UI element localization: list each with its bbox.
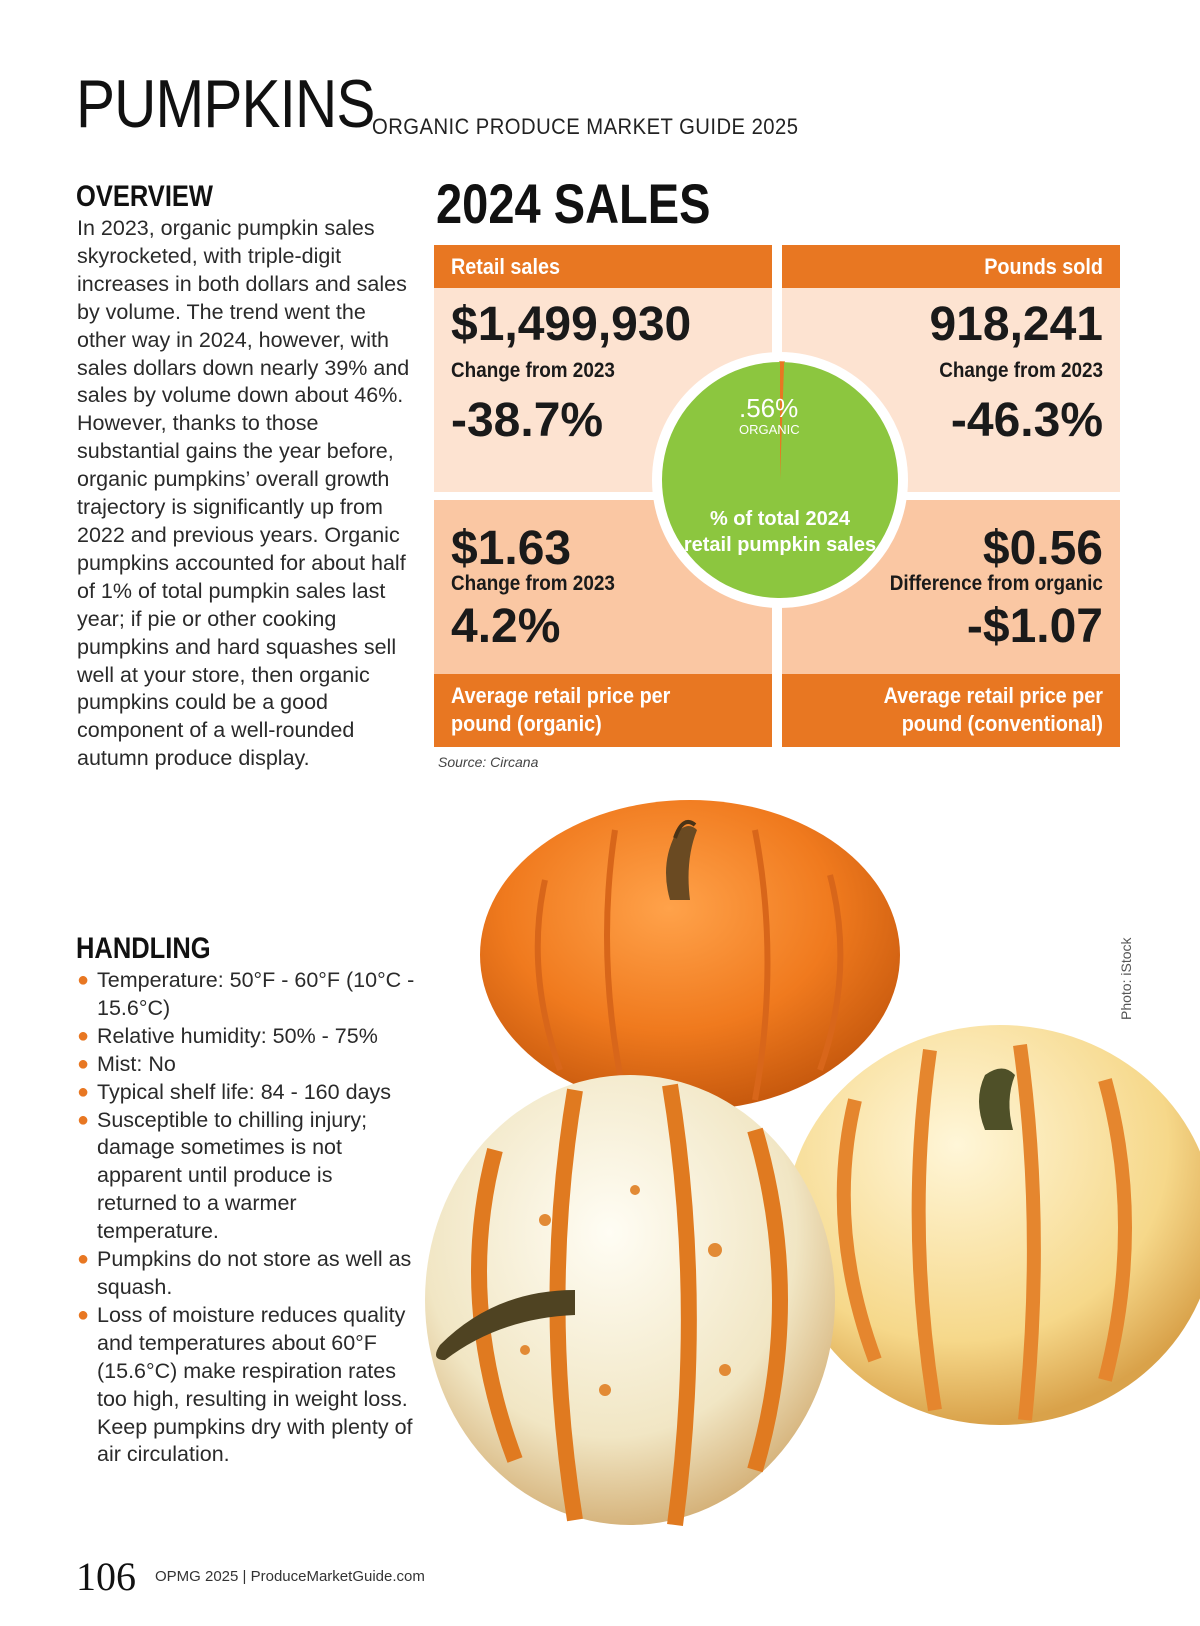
conventional-price-label: Average retail price per pound (conventional) (782, 674, 1120, 747)
pie-annotation-value: .56% (739, 393, 799, 423)
list-item-text: Loss of moisture reduces quality and temperatures about 60°F (15.6°C) make respiration rates too high, resulting in weight loss. Keep pumpkins dry with plenty of air circulation. (97, 1302, 413, 1467)
conventional-price-value: $0.56 (982, 522, 1103, 575)
organic-price-value: $1.63 (451, 522, 572, 575)
page-title: PUMPKINS (76, 66, 375, 142)
cream-pumpkin (785, 1025, 1200, 1425)
pie-caption-line-2: retail pumpkin sales (683, 534, 877, 556)
pounds-sold-value: 918,241 (929, 298, 1103, 351)
white-pumpkin (425, 1075, 835, 1525)
list-item-text: Susceptible to chilling injury; damage sometimes is not apparent until produce is returned to a warmer temperature. (97, 1107, 368, 1244)
organic-change-value: 4.2% (451, 600, 561, 653)
source-note: Source: Circana (438, 754, 539, 770)
list-item (77, 1107, 417, 1247)
conventional-diff-value: -$1.07 (966, 600, 1103, 653)
orange-pumpkin (480, 800, 900, 1110)
bullet-icon: ● (77, 1052, 90, 1075)
list-item-text: Relative humidity: 50% - 75% (97, 1023, 378, 1048)
bullet-icon: ● (77, 1024, 90, 1047)
list-item (77, 1079, 417, 1107)
pounds-change-label: Change from 2023 (939, 359, 1103, 382)
pie-caption-line-1: % of total 2024 (709, 508, 851, 530)
handling-heading: HANDLING (76, 932, 211, 965)
list-item-text: Pumpkins do not store as well as squash. (97, 1247, 412, 1299)
conventional-diff-label: Difference from organic (889, 572, 1103, 595)
bullet-icon: ● (77, 1080, 90, 1103)
pounds-sold-label: Pounds sold (782, 245, 1120, 288)
bullet-icon: ● (77, 1303, 90, 1326)
bullet-icon: ● (77, 1108, 90, 1131)
retail-change-label: Change from 2023 (451, 359, 615, 382)
handling-list (77, 967, 417, 1469)
pie-annotation-label: ORGANIC (739, 422, 800, 437)
list-item (77, 1023, 417, 1051)
list-item-text: Temperature: 50°F - 60°F (10°C - 15.6°C) (97, 968, 415, 1020)
bullet-icon: ● (77, 1248, 90, 1271)
list-item (77, 1302, 417, 1469)
overview-heading: OVERVIEW (76, 180, 213, 213)
list-item (77, 1051, 417, 1079)
pounds-change-value: -46.3% (950, 394, 1103, 447)
organic-share-pie (650, 350, 910, 610)
retail-sales-value: $1,499,930 (451, 298, 692, 351)
sales-heading: 2024 SALES (436, 172, 711, 235)
overview-body: In 2023, organic pumpkin sales skyrocketed, with triple-digit increases in both dollars and sales by volume. The trend went the other way in 2024, however, with sales dollars down nearly 39% and sales by volume down about 46%. However, thanks to those substantial gains the year before, organic pumpkins’ overall growth trajectory is significantly up from 2022 and previous years. Organic pumpkins accounted for about half of 1% of total pumpkin sales last year; if pie or other cooking pumpkins and hard squashes sell well at your store, then organic pumpkins could be a good component of a well-rounded autumn produce display. (77, 216, 410, 771)
list-item (77, 967, 417, 1023)
retail-sales-label: Retail sales (434, 245, 772, 288)
footer-text: OPMG 2025 | ProduceMarketGuide.com (155, 1568, 425, 1585)
list-item-text: Mist: No (97, 1051, 176, 1076)
pumpkins-illustration (425, 770, 1200, 1585)
organic-change-label: Change from 2023 (451, 572, 615, 595)
retail-change-value: -38.7% (451, 394, 604, 447)
pumpkins-photo (425, 770, 1200, 1585)
list-item (77, 1246, 417, 1302)
page-subtitle: ORGANIC PRODUCE MARKET GUIDE 2025 (372, 114, 799, 139)
page-number: 106 (76, 1554, 136, 1599)
list-item-text: Typical shelf life: 84 - 160 days (97, 1079, 391, 1104)
photo-credit: Photo: iStock (1118, 937, 1134, 1020)
organic-price-label: Average retail price per pound (organic) (434, 674, 772, 747)
pie-chart (650, 350, 910, 610)
bullet-icon: ● (77, 969, 90, 991)
